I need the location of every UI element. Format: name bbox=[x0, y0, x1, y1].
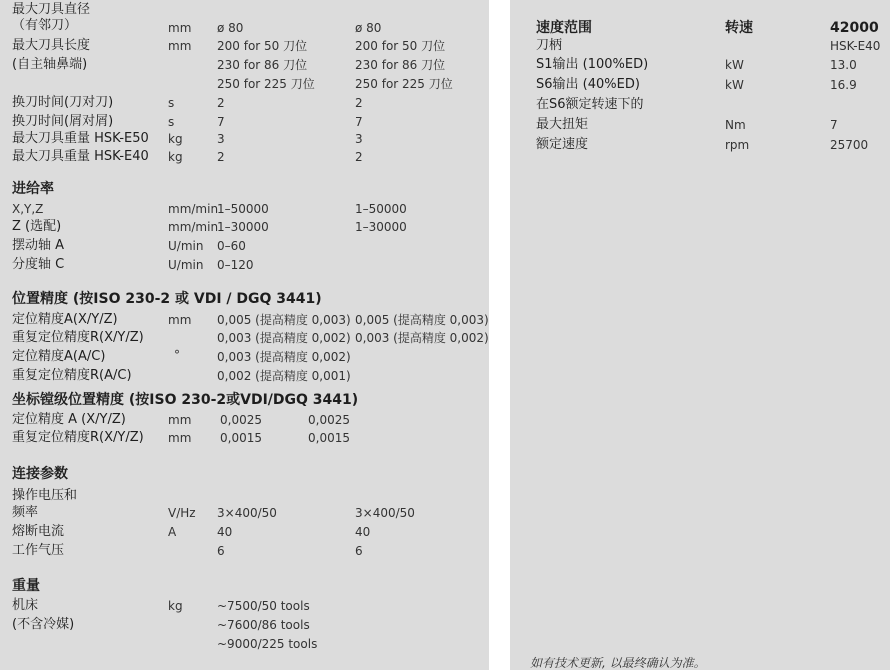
pos-r3-value-1: 0,003 (提高精度 0,002) bbox=[217, 350, 351, 364]
c2c-unit: s bbox=[168, 115, 175, 129]
w50-value-2: 3 bbox=[355, 132, 363, 146]
pos-r1-value-1: 0,005 (提高精度 0,003) bbox=[217, 313, 351, 327]
tool-len-r3-v1: 250 for 225 刀位 bbox=[217, 77, 315, 91]
coord-r1-value-1: 0,0025 bbox=[220, 413, 262, 427]
tool-len-r1-v2: 200 for 50 刀位 bbox=[355, 39, 446, 53]
c2c-value-1: 7 bbox=[217, 115, 225, 129]
weight-machine-label: 机床 bbox=[12, 598, 39, 613]
w40-label: 最大刀具重量 HSK-E40 bbox=[12, 149, 149, 164]
tool-diam-label: 最大刀具直径 bbox=[12, 2, 91, 17]
coord-r2-value-2: 0,0015 bbox=[308, 431, 350, 445]
w50-unit: kg bbox=[168, 132, 183, 146]
torque-value: 7 bbox=[830, 118, 838, 132]
pos-r3-label: 定位精度A(A/C) bbox=[12, 349, 106, 364]
feed-c-unit: U/min bbox=[168, 258, 204, 272]
pos-r1-unit: mm bbox=[168, 313, 192, 327]
coord-r1-label: 定位精度 A (X/Y/Z) bbox=[12, 412, 126, 427]
weight-value-2: ~7600/86 tools bbox=[217, 618, 310, 632]
feed-c-label: 分度轴 C bbox=[12, 257, 65, 272]
feed-z-value-1: 1–30000 bbox=[217, 220, 269, 234]
t2t-value-1: 2 bbox=[217, 96, 225, 110]
conn-voltage-value-1: 3×400/50 bbox=[217, 506, 277, 520]
pos-r1-label: 定位精度A(X/Y/Z) bbox=[12, 312, 118, 327]
pos-r1-value-2: 0,005 (提高精度 0,003) bbox=[355, 313, 489, 327]
t2t-value-2: 2 bbox=[355, 96, 363, 110]
weight-value-3: ~9000/225 tools bbox=[217, 637, 318, 651]
update-note: 如有技术更新, 以最终确认为准。 bbox=[530, 656, 706, 670]
conn-fuse-unit: A bbox=[168, 525, 177, 539]
rated-speed-label: 额定速度 bbox=[536, 137, 589, 152]
tool-len-sublabel: (自主轴鼻端) bbox=[12, 57, 88, 72]
conn-air-label: 工作气压 bbox=[12, 543, 65, 558]
pos-r2-value-1: 0,003 (提高精度 0,002) bbox=[217, 331, 351, 345]
feed-xyz-value-2: 1–50000 bbox=[355, 202, 407, 216]
pos-r2-label: 重复定位精度R(X/Y/Z) bbox=[12, 330, 144, 345]
tool-len-label: 最大刀具长度 bbox=[12, 38, 91, 53]
conn-freq-label: 频率 bbox=[12, 505, 39, 520]
t2t-unit: s bbox=[168, 96, 175, 110]
weight-unit: kg bbox=[168, 599, 183, 613]
torque-label: 在S6额定转速下的 bbox=[536, 97, 644, 112]
s1-value: 13.0 bbox=[830, 58, 857, 72]
feed-z-label: Z (选配) bbox=[12, 219, 62, 234]
feed-z-value-2: 1–30000 bbox=[355, 220, 407, 234]
s1-label: S1输出 (100%ED) bbox=[536, 57, 649, 72]
rated-speed-value: 25700 bbox=[830, 138, 869, 152]
pos-title: 位置精度 (按ISO 230-2 或 VDI / DGQ 3441) bbox=[12, 291, 322, 307]
feed-xyz-unit: mm/min bbox=[168, 202, 219, 216]
weight-title: 重量 bbox=[12, 578, 40, 594]
w40-value-1: 2 bbox=[217, 150, 225, 164]
feed-z-unit: mm/min bbox=[168, 220, 219, 234]
coord-r1-value-2: 0,0025 bbox=[308, 413, 350, 427]
tool-diam-value-1: ø 80 bbox=[217, 21, 244, 35]
t2t-label: 换刀时间(刀对刀) bbox=[12, 95, 114, 110]
feed-a-label: 摆动轴 A bbox=[12, 238, 65, 253]
tool-len-r1-v1: 200 for 50 刀位 bbox=[217, 39, 308, 53]
torque-sublabel: 最大扭矩 bbox=[536, 117, 589, 132]
speed-value: 42000 bbox=[830, 20, 879, 36]
coord-r2-value-1: 0,0015 bbox=[220, 431, 262, 445]
conn-fuse-value-1: 40 bbox=[217, 525, 233, 539]
feed-xyz-value-1: 1–50000 bbox=[217, 202, 269, 216]
coord-r2-unit: mm bbox=[168, 431, 192, 445]
feed-a-value-1: 0–60 bbox=[217, 239, 246, 253]
s6-value: 16.9 bbox=[830, 78, 857, 92]
s6-label: S6输出 (40%ED) bbox=[536, 77, 640, 92]
w50-label: 最大刀具重量 HSK-E50 bbox=[12, 131, 149, 146]
coord-r2-label: 重复定位精度R(X/Y/Z) bbox=[12, 430, 144, 445]
tool-len-unit: mm bbox=[168, 39, 192, 53]
conn-air-value-1: 6 bbox=[217, 544, 225, 558]
holder-value: HSK-E40 bbox=[830, 39, 881, 53]
feed-title: 进给率 bbox=[12, 181, 54, 197]
pos-r2-value-2: 0,003 (提高精度 0,002) bbox=[355, 331, 489, 345]
coord-r1-unit: mm bbox=[168, 413, 192, 427]
conn-air-value-2: 6 bbox=[355, 544, 363, 558]
pos-r4-label: 重复定位精度R(A/C) bbox=[12, 368, 132, 383]
conn-voltage-unit: V/Hz bbox=[168, 506, 196, 520]
pos-r3-unit: ° bbox=[174, 348, 180, 362]
s1-unit: kW bbox=[725, 58, 744, 72]
torque-unit: Nm bbox=[725, 118, 746, 132]
pos-r4-value-1: 0,002 (提高精度 0,001) bbox=[217, 369, 351, 383]
feed-c-value-1: 0–120 bbox=[217, 258, 254, 272]
feed-a-unit: U/min bbox=[168, 239, 204, 253]
feed-xyz-label: X,Y,Z bbox=[12, 202, 44, 216]
tool-len-r2-v1: 230 for 86 刀位 bbox=[217, 58, 308, 72]
w50-value-1: 3 bbox=[217, 132, 225, 146]
speed-column-header: 转速 bbox=[725, 20, 753, 36]
speed-range-title: 速度范围 bbox=[536, 20, 592, 36]
tool-diam-sublabel: （有邻刀） bbox=[12, 18, 78, 33]
coord-title: 坐标镗级位置精度 (按ISO 230-2或VDI/DGQ 3441) bbox=[12, 392, 359, 408]
conn-voltage-label: 操作电压和 bbox=[12, 488, 78, 503]
tool-diam-value-2: ø 80 bbox=[355, 21, 382, 35]
w40-unit: kg bbox=[168, 150, 183, 164]
tool-len-r2-v2: 230 for 86 刀位 bbox=[355, 58, 446, 72]
conn-voltage-value-2: 3×400/50 bbox=[355, 506, 415, 520]
weight-value-1: ~7500/50 tools bbox=[217, 599, 310, 613]
conn-fuse-label: 熔断电流 bbox=[12, 524, 65, 539]
weight-sublabel: (不含冷媒) bbox=[12, 617, 75, 632]
holder-label: 刀柄 bbox=[536, 38, 563, 53]
c2c-label: 换刀时间(屑对屑) bbox=[12, 114, 114, 129]
w40-value-2: 2 bbox=[355, 150, 363, 164]
conn-fuse-value-2: 40 bbox=[355, 525, 371, 539]
tool-diam-unit: mm bbox=[168, 21, 192, 35]
rated-speed-unit: rpm bbox=[725, 138, 750, 152]
tool-len-r3-v2: 250 for 225 刀位 bbox=[355, 77, 453, 91]
conn-title: 连接参数 bbox=[12, 466, 68, 482]
c2c-value-2: 7 bbox=[355, 115, 363, 129]
s6-unit: kW bbox=[725, 78, 744, 92]
